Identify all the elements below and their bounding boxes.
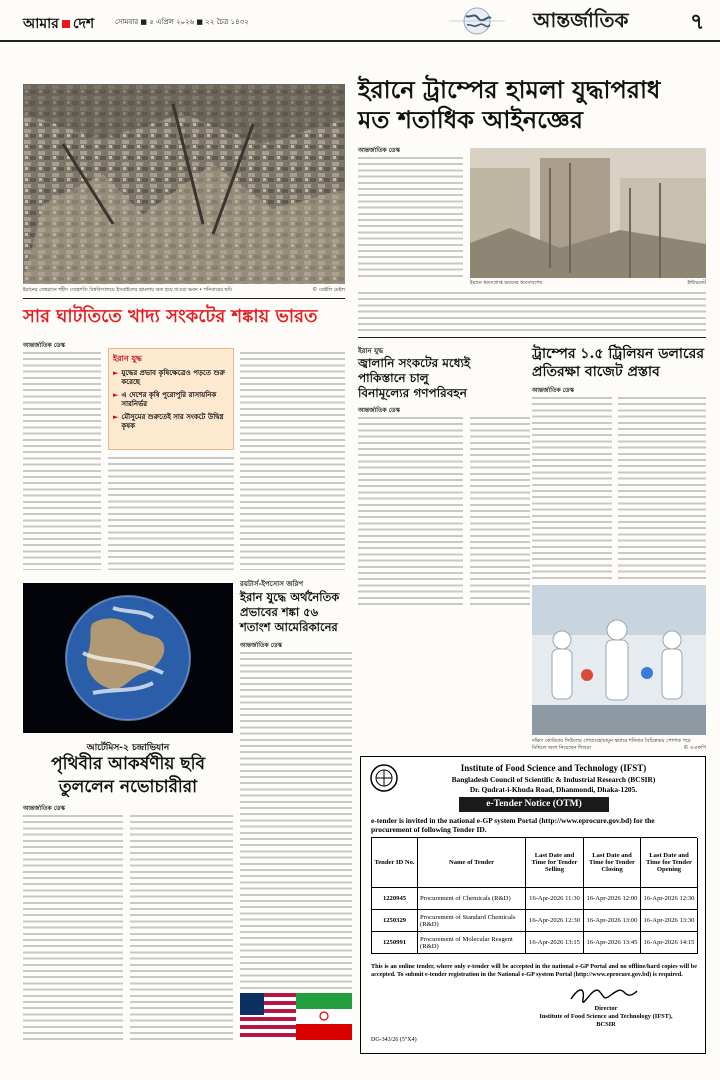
ad-sign-block bbox=[511, 1005, 701, 1029]
ad-sign-org1: Institute of Food Science and Technology (IFST), bbox=[539, 1013, 673, 1020]
brand-right: দেশ bbox=[72, 16, 95, 32]
ad-banner: e-Tender Notice (OTM) bbox=[459, 797, 609, 812]
pak-kicker: ইরান যুদ্ধ bbox=[358, 347, 384, 355]
lead-byline: আন্তর্জাতিক ডেস্ক bbox=[358, 147, 400, 154]
budget-body-col2 bbox=[618, 395, 706, 580]
lead-photo bbox=[470, 148, 706, 278]
poll-headline: ইরান যুদ্ধে অর্থনৈতিক প্রভাবের শঙ্কা ৫৬ শতাংশ আমেরিকানের bbox=[240, 590, 340, 634]
lead-headline: ইরানে ট্রাম্পের হামলা যুদ্ধাপরাধ মত শতাধিক আইনজ্ঞের bbox=[358, 75, 661, 134]
lead-photo-credit: ইন্টারনেট bbox=[687, 280, 706, 286]
pak-byline: আন্তর্জাতিক ডেস্ক bbox=[358, 407, 400, 414]
india-box bbox=[108, 348, 234, 450]
arrow-icon: ► bbox=[113, 391, 119, 399]
india-box-item: ► যুদ্ধের প্রভাব কৃষিক্ষেত্রেও পড়তে শুরু করেছে bbox=[113, 369, 225, 386]
india-top-rule bbox=[23, 298, 345, 299]
pak-body-col1 bbox=[358, 415, 463, 605]
lead-photo-caption: ইরানে ধ্বংসপ্রাপ্ত ভবনের ধ্বংসাবশেষ ইন্টারনেট bbox=[470, 280, 706, 286]
bcsir-logo bbox=[369, 763, 399, 793]
table-header-row bbox=[372, 838, 697, 888]
lead-body-text-2 bbox=[358, 290, 706, 335]
header-selling: Last Date and Time for Tender Selling bbox=[526, 838, 584, 888]
tender-table bbox=[371, 837, 697, 954]
brand-logo bbox=[23, 12, 94, 36]
parade-photo bbox=[532, 585, 706, 735]
ad-code: DG-343/26 (5"X4) bbox=[371, 1037, 417, 1043]
ad-council: Bangladesh Council of Scientific & Industrial Research (BCSIR) bbox=[451, 775, 656, 784]
india-box-title: ইরান যুদ্ধ bbox=[113, 354, 142, 363]
ad-sign-title: Director bbox=[594, 1005, 618, 1012]
brand-left: আমার bbox=[23, 16, 59, 32]
header-tender-id: Tender ID No. bbox=[372, 838, 418, 888]
budget-headline: ট্রাম্পের ১.৫ ট্রিলিয়ন ডলারের প্রতিরক্ষা বাজেট প্রস্তাব bbox=[532, 346, 705, 380]
pak-headline: জ্বালানি সংকটের মধ্যেই পাকিস্তানে চালু বিনামূল্যের গণপরিবহন bbox=[358, 356, 471, 400]
table-row: 1250329 Procurement of Standard Chemicals (R&D) 16-Apr-2026 12:30 16-Apr-2026 13:00 16-Apr-2026 13:30 bbox=[372, 910, 697, 932]
artemis-headline: পৃথিবীর আকর্ষণীয় ছবি তুললেন নভোচারীরা bbox=[51, 754, 205, 797]
budget-byline: আন্তর্জাতিক ডেস্ক bbox=[532, 387, 574, 394]
ad-institute: Institute of Food Science and Technology (IFST) bbox=[460, 763, 647, 773]
ad-intro: e-tender is invited in the national e-GP system Portal (http://www.eprocure.gov.bd) for the procurement of following Tender ID. bbox=[371, 816, 655, 834]
artemis-body-col1 bbox=[23, 813, 123, 1043]
page-number: ৭ bbox=[690, 10, 705, 35]
india-body-col3 bbox=[240, 350, 345, 570]
header-name: Name of Tender bbox=[418, 838, 526, 888]
ad-sign-org2: BCSIR bbox=[596, 1021, 616, 1028]
arrow-icon: ► bbox=[113, 413, 119, 421]
poll-kicker: রয়টার্স-ইপসোস জরিপ bbox=[240, 580, 304, 588]
ad-address: Dr. Qudrat-i-Khuda Road, Dhanmondi, Dhaka-1205. bbox=[469, 785, 638, 794]
india-byline: আন্তর্জাতিক ডেস্ক bbox=[23, 342, 65, 349]
artemis-kicker: আর্টেমিস-২ চন্দ্রাভিযান bbox=[86, 743, 170, 753]
header-closing: Last Date and Time for Tender Closing bbox=[584, 838, 641, 888]
date-line: সোমবার ■ ৫ এপ্রিল ২০২৬ ■ ২২ চৈত্র ১৪৩২ bbox=[115, 18, 249, 26]
left-photo-caption: ইরানের তেহরানে শহীদ সেহেশতি বিশ্ববিদ্যালয়ে ইসরাইলের হামলায় ক্ষত হয়ে যাওয়া ভবন • শনিবারের ছবি © ডেইলি মেইল bbox=[23, 287, 345, 293]
ad-footnote: This is an online tender, where only e-tender will be accepted in the national e-GP Portal and no offline/hard copies will be accepted. To submit e-tender registration in the National e-GP system Portal (http://www.eprocure.gov.bd) is required. bbox=[371, 963, 697, 978]
poll-body bbox=[240, 650, 352, 1040]
india-box-item: ► এ দেশের কৃষি পুরোপুরি রাসায়নিক সারনির্ভর bbox=[113, 391, 217, 408]
earth-photo bbox=[23, 583, 233, 733]
flags-photo bbox=[240, 993, 352, 1040]
india-box-item: ► মৌসুমের শুরুতেই সার সংকটে উদ্বিগ্ন কৃষক bbox=[113, 413, 224, 430]
india-body-col2 bbox=[108, 455, 234, 570]
rubble-photo bbox=[23, 84, 345, 284]
masthead-rule bbox=[0, 40, 720, 42]
poll-byline: আন্তর্জাতিক ডেস্ক bbox=[240, 642, 282, 649]
india-body-col1 bbox=[23, 350, 101, 570]
header-opening: Last Date and Time for Tender Opening bbox=[641, 838, 698, 888]
parade-photo-caption: দক্ষিণ কোরিয়ার সিউলের গোয়াংহোয়ামুন স্কয়ারে শনিবার বৈচিত্র্যময় পোশাক পরে মিছিলে অংশ নিয়েছেন শিশুরা © এএফপি bbox=[532, 738, 706, 751]
parade-photo-credit: © এএফপি bbox=[683, 744, 706, 751]
arrow-icon: ► bbox=[113, 369, 119, 377]
brand-square-icon bbox=[62, 20, 70, 28]
left-photo-credit: © ডেইলি মেইল bbox=[312, 287, 345, 293]
table-row: 1220945 Procurement of Chemicals (R&D) 16-Apr-2026 11:30 16-Apr-2026 12:00 16-Apr-2026 12:30 bbox=[372, 888, 697, 910]
table-row: 1250991 Procurement of Molecular Reagent (R&D) 16-Apr-2026 13:15 16-Apr-2026 13:45 16-Apr-2026 14:15 bbox=[372, 932, 697, 954]
budget-top-rule bbox=[358, 337, 706, 338]
lead-body-text bbox=[358, 155, 463, 280]
pak-body-col2 bbox=[470, 415, 530, 605]
tender-ad bbox=[360, 756, 706, 1054]
masthead bbox=[0, 0, 720, 42]
section-title: আন্তর্জাতিক bbox=[533, 8, 629, 32]
artemis-byline: আন্তর্জাতিক ডেস্ক bbox=[23, 805, 65, 812]
budget-body-col1 bbox=[532, 395, 612, 580]
artemis-body-col2 bbox=[130, 813, 233, 1043]
globe-icon bbox=[449, 4, 505, 38]
india-headline: সার ঘাটতিতে খাদ্য সংকটের শঙ্কায় ভারত bbox=[23, 306, 318, 327]
signature-icon bbox=[569, 983, 639, 1005]
